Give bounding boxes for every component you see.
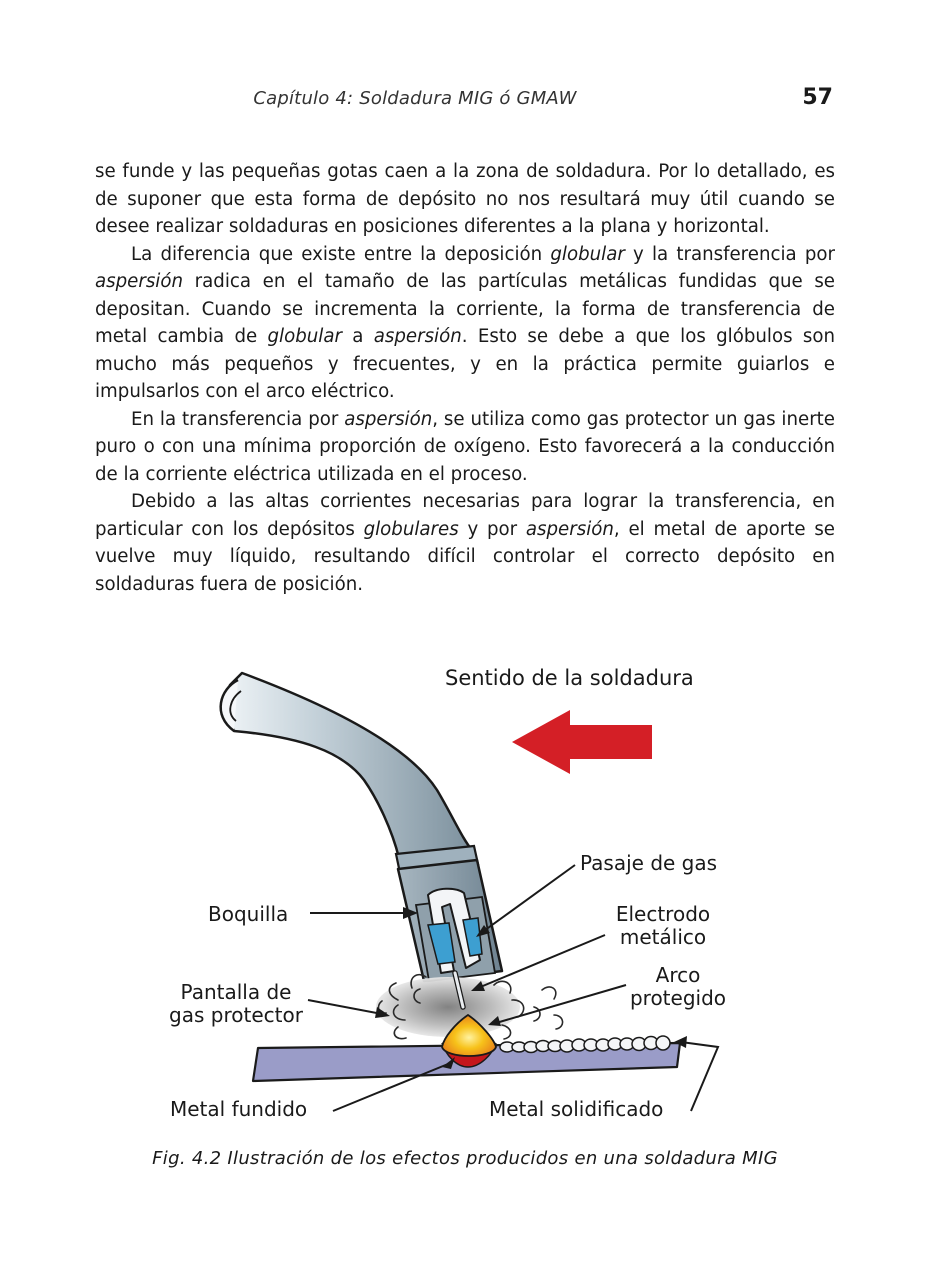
label-electrodo-line-2: metálico (619, 925, 707, 949)
label-metal-fundido: Metal fundido (170, 1097, 308, 1121)
label-arco (613, 964, 743, 1010)
running-header (95, 85, 835, 118)
body-text (95, 158, 835, 598)
figure-caption: Fig. 4.2 Ilustración de los efectos producidos en una soldadura MIG (152, 1148, 778, 1169)
chapter-title: Capítulo 4: Soldadura MIG ó GMAW (253, 88, 577, 109)
label-arco-line-2: protegido (629, 986, 727, 1010)
label-pantalla-line-1: Pantalla de (180, 980, 292, 1004)
label-pantalla-line-2: gas protector (169, 1003, 303, 1027)
label-pantalla (150, 981, 322, 1027)
direction-label: Sentido de la soldadura (445, 666, 694, 690)
label-metal-solidificado: Metal solidificado (489, 1097, 664, 1121)
direction-arrow-icon (512, 710, 652, 774)
paragraph-3: En la transferencia por aspersión, se utiliza como gas protector un gas inerte puro o con una mínima proporción de oxígeno. Esto favorecerá a la conducción de la corriente eléctrica utilizada en el proceso. (95, 408, 835, 485)
torch-tube (227, 673, 472, 858)
label-pasaje-de-gas: Pasaje de gas (580, 851, 718, 875)
label-electrodo (598, 903, 728, 949)
paragraph-1: se funde y las pequeñas gotas caen a la zona de soldadura. Por lo detallado, es de suponer que esta forma de depósito no nos resultará muy útil cuando se desee realizar soldaduras en posiciones diferentes a la plana y horizontal. (95, 161, 835, 237)
paragraph-4: Debido a las altas corrientes necesarias para lograr la transferencia, en particular con los depósitos globulares y por aspersión, el metal de aporte se vuelve muy líquido, resultando difícil controlar el correcto depósito en soldaduras fuera de posición. (95, 491, 835, 595)
label-boquilla: Boquilla (208, 902, 289, 926)
mig-welding-figure (150, 655, 770, 1135)
label-electrodo-line-1: Electrodo (615, 902, 711, 926)
page-number: 57 (802, 85, 833, 110)
label-arco-line-1: Arco (655, 963, 701, 987)
mig-welding-illustration (150, 655, 770, 1135)
paragraph-2: La diferencia que existe entre la deposición globular y la transferencia por aspersión radica en el tamaño de las partículas metálicas fundidas que se depositan. Cuando se incrementa la corriente, la forma de transferencia de metal cambia de globular a aspersión. Esto se debe a que los glóbulos son mucho más pequeños y frecuentes, y en la práctica permite guiarlos e impulsarlos con el arco eléctrico. (95, 243, 836, 402)
